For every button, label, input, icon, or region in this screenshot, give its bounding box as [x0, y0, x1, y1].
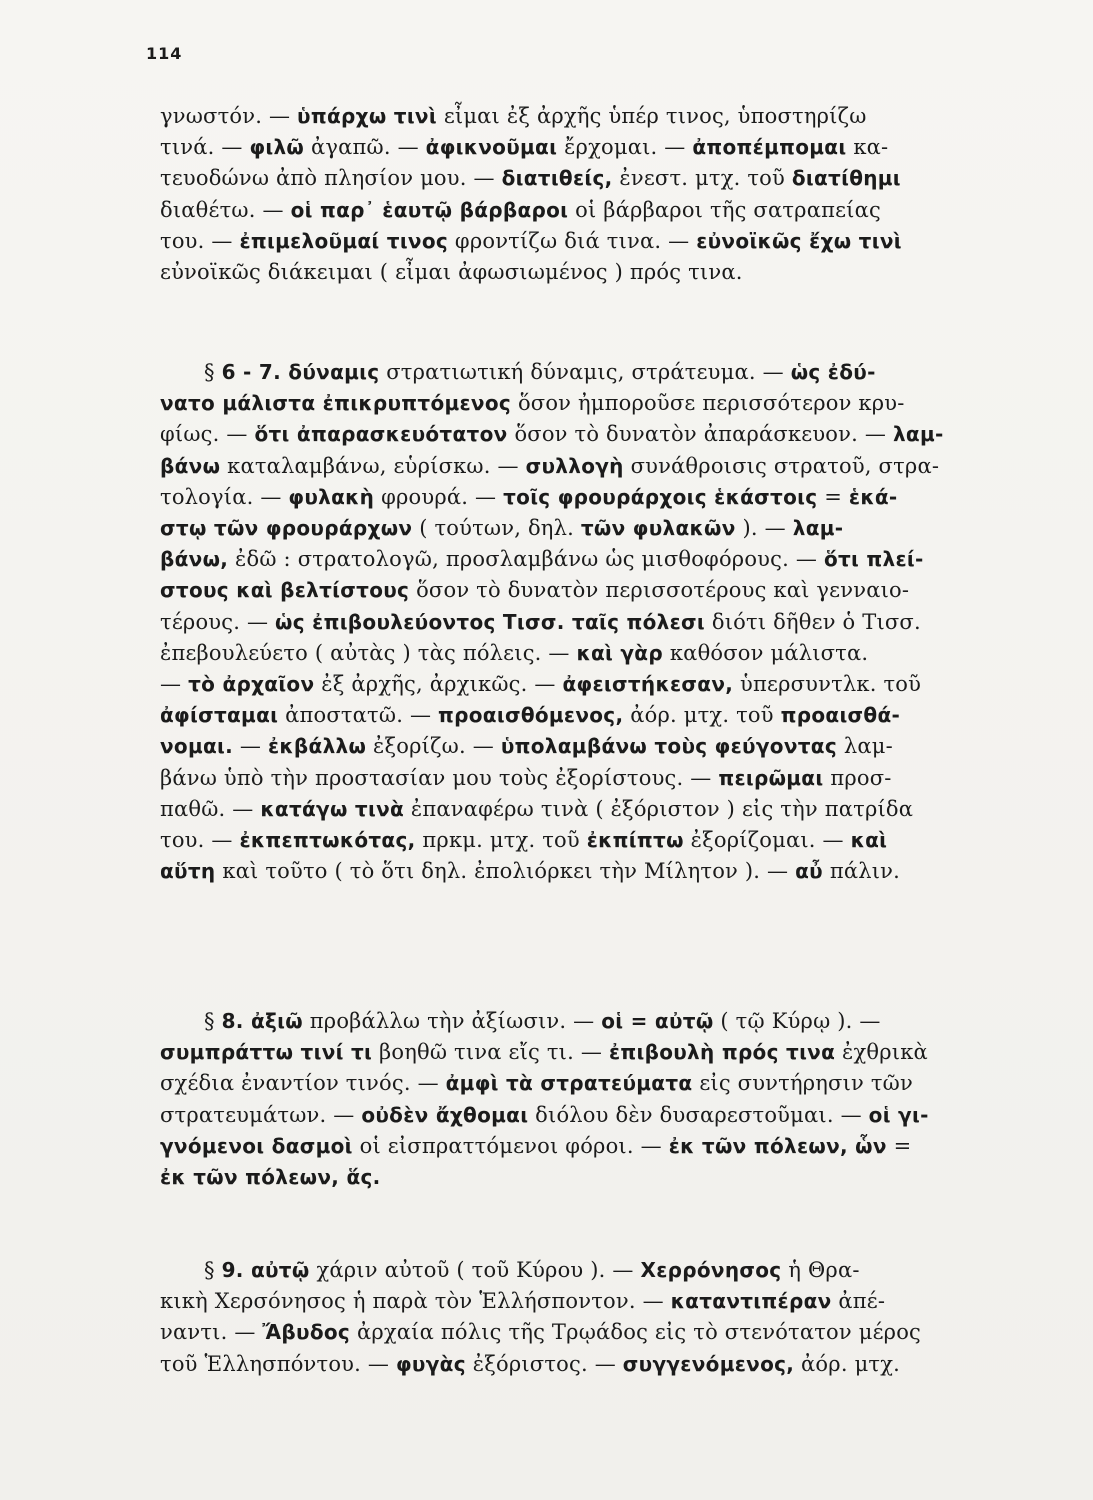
lemma-term: τοῖς φρουράρχοις ἑκάστοις — [503, 484, 818, 509]
lemma-term: συμπράττω τινί τι — [160, 1040, 373, 1065]
gloss-text: ἀρχαία πόλις τῆς Τρῳάδος εἰς τὸ στενότατον μέρος — [350, 1320, 922, 1345]
lemma-term: καταντιπέραν — [670, 1289, 832, 1314]
text-line — [160, 1286, 1026, 1316]
gloss-text: ὑπερσυντλκ. τοῦ — [733, 672, 922, 696]
gloss-text: χάριν αὐτοῦ ( τοῦ Κύρου ). — — [309, 1258, 641, 1282]
gloss-text: § — [204, 1258, 222, 1282]
gloss-text: τινά. — — [160, 135, 250, 160]
text-line — [160, 794, 1026, 824]
lemma-term: ὅτι ἀπαρασκευότατον — [254, 422, 508, 447]
text-line — [160, 1131, 1026, 1161]
lemma-term: φιλῶ — [249, 135, 305, 160]
lemma-term: ἐπιμελοῦμαί τινος — [239, 228, 449, 253]
lemma-term: φυλακὴ — [288, 484, 375, 509]
gloss-text: πρκμ. μτχ. τοῦ — [415, 828, 587, 852]
text-line — [204, 357, 1026, 387]
gloss-text: εἶμαι ἐξ ἀρχῆς ὑπέρ τινος, ὑποστηρίζω — [436, 104, 867, 128]
page-number: 114 — [146, 44, 183, 63]
lemma-term: ἀφικνοῦμαι — [425, 135, 558, 160]
text-line — [160, 763, 1026, 793]
lemma-term: διατιθείς, — [501, 166, 613, 191]
gloss-text: ( τούτων, δηλ. — [412, 516, 581, 540]
lemma-term: γνόμενοι δασμοὶ — [160, 1133, 353, 1158]
gloss-text: συνάθροισις στρατοῦ, στρα- — [623, 453, 940, 478]
lemma-term: καὶ — [850, 828, 888, 852]
gloss-text: ὅσον τὸ δυνατὸν ἀπαράσκευον. — — [507, 422, 893, 447]
lemma-term: ὑπολαμβάνω τοὺς φεύγοντας — [500, 734, 838, 759]
lemma-term: εὐνοϊκῶς ἔχω τινὶ — [696, 228, 902, 253]
gloss-text: προσ- — [823, 765, 892, 790]
lemma-term: αὖ — [795, 859, 823, 884]
lemma-term: ὡς ἐπιβουλεύοντος Τισσ. ταῖς πόλεσι — [275, 609, 706, 634]
text-line — [160, 419, 1026, 449]
gloss-text: κα- — [846, 135, 889, 160]
gloss-text: βοηθῶ τινα εἴς τι. — — [372, 1040, 609, 1065]
gloss-text: — — [160, 672, 189, 696]
lemma-term: ἐπιβουλὴ πρός τινα — [608, 1040, 836, 1065]
gloss-text: τευοδώνω ἀπὸ πλησίον μου. — — [160, 166, 502, 191]
text-line — [160, 1037, 1026, 1067]
text-line — [160, 1349, 1026, 1379]
gloss-text: ἐνεστ. μτχ. τοῦ — [612, 166, 792, 191]
gloss-text: ἐπεβουλεύετο ( αὐτὰς ) τὰς πόλεις. — — [160, 640, 577, 665]
lemma-term: 8. ἀξιῶ — [221, 1009, 303, 1033]
gloss-text: ἐδῶ : στρατολογῶ, προσλαμβάνω ὡς μισθοφόρους. — — [228, 547, 824, 572]
text-line — [160, 163, 1026, 193]
text-line — [160, 482, 1026, 512]
gloss-text: ἐπαναφέρω τινὰ ( ἐξόριστον ) εἰς τὴν πατρίδα — [404, 796, 914, 821]
text-line — [160, 195, 1026, 225]
gloss-text: λαμ- — [837, 734, 893, 759]
gloss-text: καταλαμβάνω, εὑρίσκω. — — [220, 453, 526, 478]
gloss-text: ( τῷ Κύρῳ ). — — [713, 1009, 881, 1033]
gloss-text: προβάλλω τὴν ἀξίωσιν. — — [302, 1009, 602, 1033]
text-line — [160, 132, 1026, 162]
gloss-text: καθόσον μάλιστα. — [662, 640, 869, 665]
gloss-text: οἱ εἰσπραττόμενοι φόροι. — — [352, 1133, 669, 1158]
lemma-term: τὸ ἀρχαῖον — [188, 672, 315, 696]
lemma-term: οἱ παρ᾽ ἑαυτῷ βάρβαροι — [290, 197, 569, 222]
lemma-term: Χερρόνησος — [640, 1258, 782, 1282]
gloss-text: βάνω ὑπὸ τὴν προστασίαν μου τοὺς ἐξορίστους. — — [160, 765, 719, 790]
lemma-term: αὕτη — [160, 859, 216, 884]
gloss-text: = — [817, 484, 849, 509]
gloss-text: — — [233, 734, 268, 759]
lemma-term: βάνω, — [160, 547, 229, 572]
lemma-term: τῶν φυλακῶν — [580, 516, 736, 540]
text-line — [160, 669, 1026, 699]
lemma-term: καὶ γὰρ — [576, 640, 663, 665]
gloss-text: σχέδια ἐναντίον τινός. — — [160, 1071, 446, 1096]
gloss-text: στρατευμάτων. — — [160, 1102, 362, 1127]
text-line — [160, 731, 1026, 761]
gloss-text: εὐνοϊκῶς διάκειμαι ( εἶμαι ἀφωσιωμένος ) πρός τινα. — [160, 260, 743, 284]
text-line — [160, 607, 1026, 637]
gloss-text: κικὴ Χερσόνησος ἡ παρὰ τὸν Ἑλλήσποντον. — — [160, 1289, 671, 1314]
text-line — [160, 257, 1026, 287]
gloss-text: φροντίζω διά τινα. — — [448, 228, 697, 253]
lemma-term: Ἄβυδος — [262, 1320, 351, 1345]
gloss-text: γνωστόν. — — [160, 104, 298, 128]
gloss-text: τολογία. — — [160, 484, 289, 509]
gloss-text: φίως. — — [160, 422, 255, 447]
gloss-text: ἐχθρικὰ — [835, 1040, 928, 1065]
gloss-text: παθῶ. — — [160, 796, 261, 821]
lemma-term: κατάγω τινὰ — [260, 796, 405, 821]
text-line — [160, 1100, 1026, 1130]
text-line — [160, 451, 1026, 481]
lemma-term: οἱ = αὐτῷ — [601, 1009, 714, 1033]
text-line — [160, 388, 1026, 418]
text-line — [160, 101, 1026, 131]
lemma-term: συλλογὴ — [525, 453, 624, 478]
lemma-term: ἐκ τῶν πόλεων, ὧν — [668, 1133, 887, 1158]
gloss-text: εἰς συντήρησιν τῶν — [692, 1071, 913, 1096]
lemma-term: νατο μάλιστα ἐπικρυπτόμενος — [160, 391, 512, 416]
lemma-term: λαμ- — [892, 422, 944, 447]
text-line — [204, 1255, 1026, 1285]
text-line — [160, 1317, 1026, 1347]
gloss-text: διότι δῆθεν ὁ Τισσ. — [705, 609, 921, 634]
text-line — [204, 1006, 1026, 1036]
gloss-text: του. — — [160, 828, 240, 852]
lemma-term: ἐκπεπτωκότας, — [239, 828, 416, 852]
gloss-text: ). — — [735, 516, 793, 540]
gloss-text: διόλου δὲν δυσαρεστοῦμαι. — — [528, 1102, 869, 1127]
gloss-text: ἀποστατῶ. — — [278, 703, 439, 728]
gloss-text: στρατιωτική δύναμις, στράτευμα. — — [379, 360, 791, 384]
gloss-text: ἐξόριστος. — — [465, 1351, 623, 1376]
lemma-term: λαμ- — [792, 516, 844, 540]
gloss-text: τοῦ Ἑλλησπόντου. — — [160, 1351, 396, 1376]
lemma-term: ὡς ἐδύ- — [790, 360, 876, 384]
gloss-text: ὅσον ἠμποροῦσε περισσότερον κρυ- — [511, 391, 905, 416]
gloss-text: ἐξορίζομαι. — — [683, 828, 851, 852]
lemma-term: στῳ τῶν φρουράρχων — [160, 516, 413, 540]
gloss-text: ἀόρ. μτχ. τοῦ — [623, 703, 781, 728]
lemma-term: ὅτι πλεί- — [823, 547, 924, 572]
text-line — [160, 638, 1026, 668]
gloss-text: του. — — [160, 228, 240, 253]
gloss-text: ἐξορίζω. — — [366, 734, 501, 759]
gloss-text: = — [886, 1133, 912, 1158]
lemma-term: ἀφίσταμαι — [160, 703, 279, 728]
lemma-term: ἐκβάλλω — [267, 734, 367, 759]
text-line — [160, 1068, 1026, 1098]
lemma-term: ὑπάρχω τινὶ — [297, 104, 437, 128]
lemma-term: συγγενόμενος, — [622, 1351, 795, 1376]
lemma-term: προαισθά- — [780, 703, 901, 728]
gloss-text: ἀπέ- — [831, 1289, 886, 1314]
gloss-text: § — [204, 360, 222, 384]
gloss-text: ἡ Θρα- — [781, 1258, 860, 1282]
lemma-term: φυγὰς — [395, 1351, 466, 1376]
text-line — [160, 575, 1026, 605]
gloss-text: ἐξ ἀρχῆς, ἀρχικῶς. — — [314, 672, 563, 696]
lemma-term: ἐκπίπτω — [586, 828, 684, 852]
text-line — [160, 700, 1026, 730]
gloss-text: τέρους. — — [160, 609, 276, 634]
lemma-term: 9. αὐτῷ — [221, 1258, 310, 1282]
lemma-term: 6 - 7. δύναμις — [221, 360, 380, 384]
gloss-text: § — [204, 1009, 222, 1033]
gloss-text: καὶ τοῦτο ( τὸ ὅτι δηλ. ἐπολιόρκει τὴν Μίλητον ). — — [215, 859, 796, 884]
gloss-text: ἔρχομαι. — — [557, 135, 693, 160]
lemma-term: ἀφειστήκεσαν, — [562, 672, 734, 696]
lemma-term: βάνω — [160, 453, 221, 478]
lemma-term: ἀμφὶ τὰ στρατεύματα — [445, 1071, 693, 1096]
gloss-text: ἀόρ. μτχ. — [794, 1351, 901, 1376]
text-line — [160, 544, 1026, 574]
lemma-term: πειρῶμαι — [718, 765, 824, 790]
gloss-text: πάλιν. — [822, 859, 901, 884]
text-line — [160, 226, 1026, 256]
gloss-text: οἱ βάρβαροι τῆς σατραπείας — [568, 197, 881, 222]
lemma-term: ἑκά- — [848, 484, 898, 509]
text-line — [160, 856, 1026, 886]
text-line — [160, 825, 1026, 855]
lemma-term: οἱ γι- — [868, 1102, 929, 1127]
lemma-term: στους καὶ βελτίστους — [160, 578, 410, 603]
lemma-term: διατίθημι — [791, 166, 901, 191]
gloss-text: ὅσον τὸ δυνατὸν περισσοτέρους καὶ γενναιο- — [409, 578, 910, 603]
lemma-term: προαισθόμενος, — [438, 703, 624, 728]
text-line — [160, 513, 1026, 543]
gloss-text: φρουρά. — — [374, 484, 504, 509]
gloss-text: ἀγαπῶ. — — [304, 135, 426, 160]
gloss-text: ναντι. — — [160, 1320, 263, 1345]
lemma-term: ἐκ τῶν πόλεων, ἅς. — [160, 1165, 381, 1189]
text-line — [160, 1162, 1026, 1192]
lemma-term: νομαι. — [160, 734, 234, 759]
gloss-text: διαθέτω. — — [160, 197, 291, 222]
lemma-term: ἀποπέμπομαι — [692, 135, 847, 160]
lemma-term: οὐδὲν ἄχθομαι — [361, 1102, 529, 1127]
